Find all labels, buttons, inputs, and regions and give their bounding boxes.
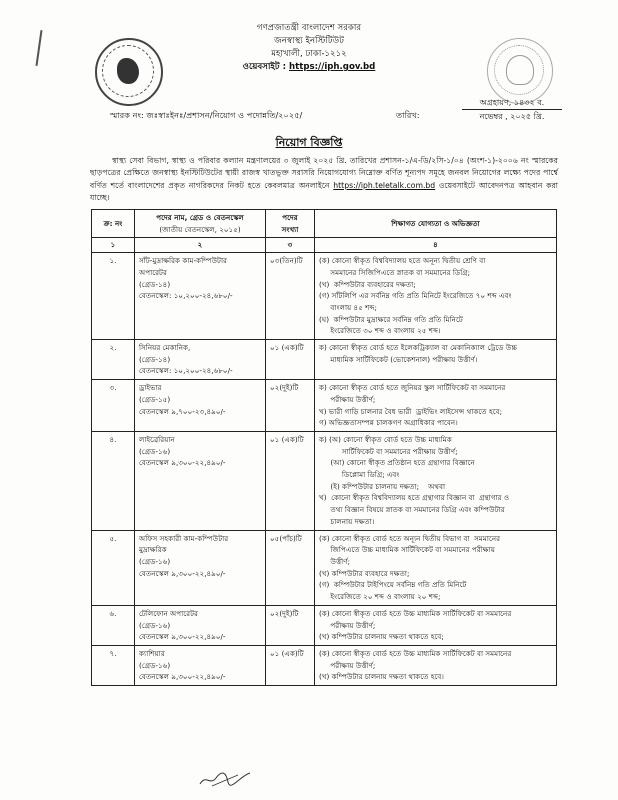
qualification-line: খ) কোনো স্বীকৃত বিশ্ববিদ্যালয় হতে গ্রন্থাগার বিজ্ঞান বা গ্রন্থাগার ও [319,493,510,503]
table-row [92,380,557,432]
qualification-line: তথ্য বিজ্ঞান বিষয়ে স্নাতক বা সমমানের ডিগ্রি এবং কম্পিউটার [319,505,505,515]
post-line: অফিস সহকারী কাম-কম্পিউটার [139,533,229,543]
qualification-line: (খ) কম্পিউটার চালনায় দক্ষতা থাকতে হবে। [319,672,445,682]
posts-table [91,209,557,686]
qualification-line: (ঘ) কম্পিউটার মুদ্রাক্ষরে সর্বনিম্ন গতি প্রতি মিনিটে [319,314,463,324]
table-row [92,645,557,685]
row-post [135,431,266,530]
qualification-line: ক) কোনো স্বীকৃত বোর্ড হতে জুনিয়র স্কুল সার্টিফিকেট বা সমমানের [319,383,506,393]
date-bangla: অগ্রহায়ণ, ১৪৩২ ব. [462,96,562,110]
notice-title: নিয়োগ বিজ্ঞপ্তি [275,136,343,149]
post-line: ড্রাইভার [139,383,162,393]
qualification-line: (ক) কোনো স্বীকৃত বিশ্ববিদ্যালয় হতে অনূন্য দ্বিতীয় শ্রেণি বা [319,256,486,266]
row-qualification [315,431,557,530]
row-serial: ১. [92,253,135,340]
post-line: (গ্রেড-১৪) [139,354,171,364]
row-qualification [315,380,557,432]
website-line [180,61,438,74]
qualification-line: (ই) কম্পিউটার চালনায় দক্ষতা; অথবা [319,481,446,491]
qualification-line: (ক) কোনো স্বীকৃত বোর্ড হতে অন্যূন দ্বিতীয় বিভাগ বা সমমানের [319,533,501,543]
qualification-line: খ) ভারী গাড়ি চালনার বৈধ ভারী ড্রাইভিং লাইসেন্স থাকতে হবে; [319,406,503,416]
table-row [92,253,557,340]
memo-number: স্মারক নং: জঃস্বাঃইনঃ/প্রশাসন/নিয়োগ ও পদোন্নতি/২০২৫/ [110,110,303,120]
row-count: ০১ (এক)টি [266,645,315,685]
website-link[interactable]: https://iph.gov.bd [289,62,376,72]
date-block [462,96,562,123]
header-line: জনস্বাস্থ্য ইনস্টিটিউট [274,36,344,46]
post-line: (গ্রেড-১৬) [139,446,171,456]
row-count: ০৩(তিন)টি [266,253,315,340]
qualification-line: পরীক্ষায় উত্তীর্ণ; [319,660,376,670]
website-label: ওয়েবসাইট : [242,62,290,72]
date-label: তারিখ: [396,110,420,120]
column-number: ২ [135,238,266,253]
post-line: টেলিফোন অপারেটর [139,608,198,618]
table-row [92,530,557,605]
post-line: বেতনস্কেল ৯,৩০০-২২,৪৯০/- [139,632,226,642]
qualification-line: চালনায় দক্ষতা। [319,516,375,526]
row-serial: ২. [92,340,135,380]
post-line: মুদ্রাক্ষরিক [139,545,167,555]
row-post [135,605,266,645]
row-post [135,380,266,432]
post-line: অপারেটর [139,267,167,277]
qualification-line: সার্টিফিকেট বা সমমানের পরীক্ষায় উত্তীর্ণ; [319,446,458,456]
qualification-line: (আ) কোনো স্বীকৃত প্রতিষ্ঠান হতে গ্রন্থাগার বিজ্ঞানে [319,458,475,468]
post-line: বেতনস্কেল ৯,৩০০-২২,৪৯০/- [139,672,226,682]
institute-seal-icon [487,38,553,104]
header-post: পদের নাম, গ্রেড ও বেতনস্কেল (জাতীয় বেতনস্কেল, ২০১৫) [135,210,266,238]
letterhead [180,22,438,74]
post-line: ক্যাশিয়ার [139,648,165,658]
row-qualification [315,645,557,685]
header-line: মহাখালী, ঢাকা-১২১২ [271,49,347,59]
date-english: নভেম্বর , ২০২৫ খ্রি. [479,112,545,121]
post-line: বেতনস্কেল ৯,৩০০-২২,৪৯০/- [139,568,226,578]
qualification-line: ক) কোনো স্বীকৃত বোর্ড হতে ইলেকট্রিক্যাল বা মেকানিক্যাল ট্রেডে উচ্চ [319,343,518,353]
qualification-line: (ক) কোনো স্বীকৃত বোর্ড হতে উচ্চ মাধ্যমিক সার্টিফিকেট বা সমমানের [319,608,512,618]
intro-text: স্বাস্থ্য সেবা বিভাগ, স্বাস্থ্য ও পরিবার কল্যান মন্ত্রণালয়ের ৩ জুলাই ২০২৫ খ্রি. তারিখের প্রশাসন-১/এ-ডি/২সি-১/০৪ (অংশ-১)-২০০৬ নং স্মারকের ছাড়পত্রের প্রেক্ষিতে জনস্বাস্থ্য ইনস্টিটিউটের স্থায়ী রাজস্ব খাতভুক্ত সরাসরি নিয়োগযোগ্য নিম্নোক্ত বর্ণিত শূন্যপদ সমূহে জনবল নিয়োগের লক্ষ্যে পদের পার্শ্বে বর্ণিত শর্তে বাংলাদেশের প্রকৃত নাগরিকদের নিকট হতে কেবলমাত্র অনলাইনে [90,156,558,190]
teletalk-link[interactable]: https://iph.teletalk.com.bd [333,180,436,190]
column-number: ৩ [266,238,315,253]
table-row [92,340,557,380]
post-line: লাইব্রেরিয়ান [139,434,175,444]
post-line: (গ্রেড-১৬) [139,660,171,670]
post-line: সিনিয়র মেকানিক, [139,343,191,353]
row-count: ০২(দুই)টি [266,380,315,432]
qualification-line: জিপিএতে উচ্চ মাধ্যমিক সার্টিফিকেট বা সমমানের পরীক্ষায় [319,545,495,555]
qualification-line: (খ) কম্পিউটার ব্যবহারের দক্ষতা; [319,279,416,289]
row-count: ০১ (এক)টি [266,340,315,380]
intro-paragraph [90,155,558,204]
header-serial: ক্র: নং [92,210,135,238]
table-body [92,253,557,686]
qualification-line: সমমানের সিজিপিএতে স্নাতক বা সমমানের ডিগ্রি; [319,267,471,277]
row-qualification [315,340,557,380]
qualification-line: মাধ্যমিক সার্টিফিকেট (ভোকেশনাল) পরীক্ষায় উত্তীর্ণ। [319,354,478,364]
row-qualification [315,605,557,645]
government-seal-icon [95,38,163,106]
post-line: বেতনস্কেল ৯,৭০০-২৩,৪৯০/- [139,406,226,416]
post-line: বেতনস্কেল: ১০,২০০-২৪,৬৮০/- [139,366,233,376]
qualification-line: পরীক্ষায় উত্তীর্ণ; [319,394,376,404]
qualification-line: ইংরেজিতে ২০ শব্দ ও বাংলায় ২০ শব্দ; [319,592,441,602]
row-post [135,340,266,380]
row-post [135,645,266,685]
qualification-line: উত্তীর্ণ; [319,556,350,566]
row-serial: ৩. [92,380,135,432]
row-serial: ৭. [92,645,135,685]
row-count: ০১ (এক)টি [266,431,315,530]
qualification-line: (গ) সাঁটলিপি এর সর্বনিম্ন গতি প্রতি মিনিটে ইংরেজিতে ৭০ শব্দ এবং [319,291,512,301]
header-line: গণপ্রজাতন্ত্রী বাংলাদেশ সরকার [256,23,362,33]
qualification-line: (খ) কম্পিউটার চালনায় দক্ষতা থাকতে হবে; [319,632,444,642]
header-count: পদের সংখ্যা [266,210,315,238]
table-row [92,605,557,645]
row-qualification [315,253,557,340]
qualification-line: ইংরেজিতে ৩০ শব্দ ও বাংলায় ২৫ শব্দ। [319,326,441,336]
intro-suffix: ওয়েবসাইটে আবেদনপত্র আহবান করা যাচ্ছে। [90,180,558,202]
row-serial: ৪. [92,431,135,530]
post-line: সাঁট-মুদ্রাক্ষরিক কাম-কম্পিউটার [139,256,228,266]
row-serial: ৬. [92,605,135,645]
column-number: ১ [92,238,135,253]
row-post [135,253,266,340]
row-post [135,530,266,605]
qualification-line: (খ) কম্পিউটার ব্যবহারে দক্ষতা; [319,568,410,578]
post-line: (গ্রেড-১৬) [139,620,171,630]
row-qualification [315,530,557,605]
qualification-line: গ) অভিজ্ঞতাসম্পন্ন চালকগণ অগ্রাধিকার পাবেন। [319,418,458,428]
signature-icon [198,770,252,788]
qualification-line: বাংলায় ৪৫ শব্দ; [319,302,377,312]
qualification-line: (গ) কম্পিউটার টাইপিংয়ে সর্বনিম্ন গতি প্রতি মিনিটে [319,580,467,590]
row-serial: ৫. [92,530,135,605]
table-row [92,431,557,530]
post-line: (গ্রেড-১৪) [139,279,171,289]
qualification-line: (ক) কোনো স্বীকৃত বোর্ড হতে উচ্চ মাধ্যমিক সার্টিফিকেট বা সমমানের [319,648,512,658]
qualification-line: ডিপ্লোমা ডিগ্রি; এবং [319,470,400,480]
row-count: ০২(দুই)টি [266,605,315,645]
post-line: (গ্রেড-১৬) [139,556,171,566]
row-count: ০৫(পাঁচ)টি [266,530,315,605]
post-line: বেতনস্কেল: ১০,২০০-২৪,৬৮০/- [139,291,233,301]
pen-mark [36,30,43,66]
table-header-row [92,210,557,238]
qualification-line: পরীক্ষায় উত্তীর্ণ; [319,620,376,630]
column-number: ৪ [315,238,557,253]
header-qualification: শিক্ষাগত যোগ্যতা ও অভিজ্ঞতা [315,210,557,238]
post-line: বেতনস্কেল ৯,৩০০-২২,৪৯০/- [139,458,226,468]
qualification-line: ক) (অ) কোনো স্বীকৃত বোর্ড হতে উচ্চ মাধ্যমিক [319,434,452,444]
post-line: (গ্রেড-১৫) [139,394,171,404]
column-number-row [92,238,557,253]
